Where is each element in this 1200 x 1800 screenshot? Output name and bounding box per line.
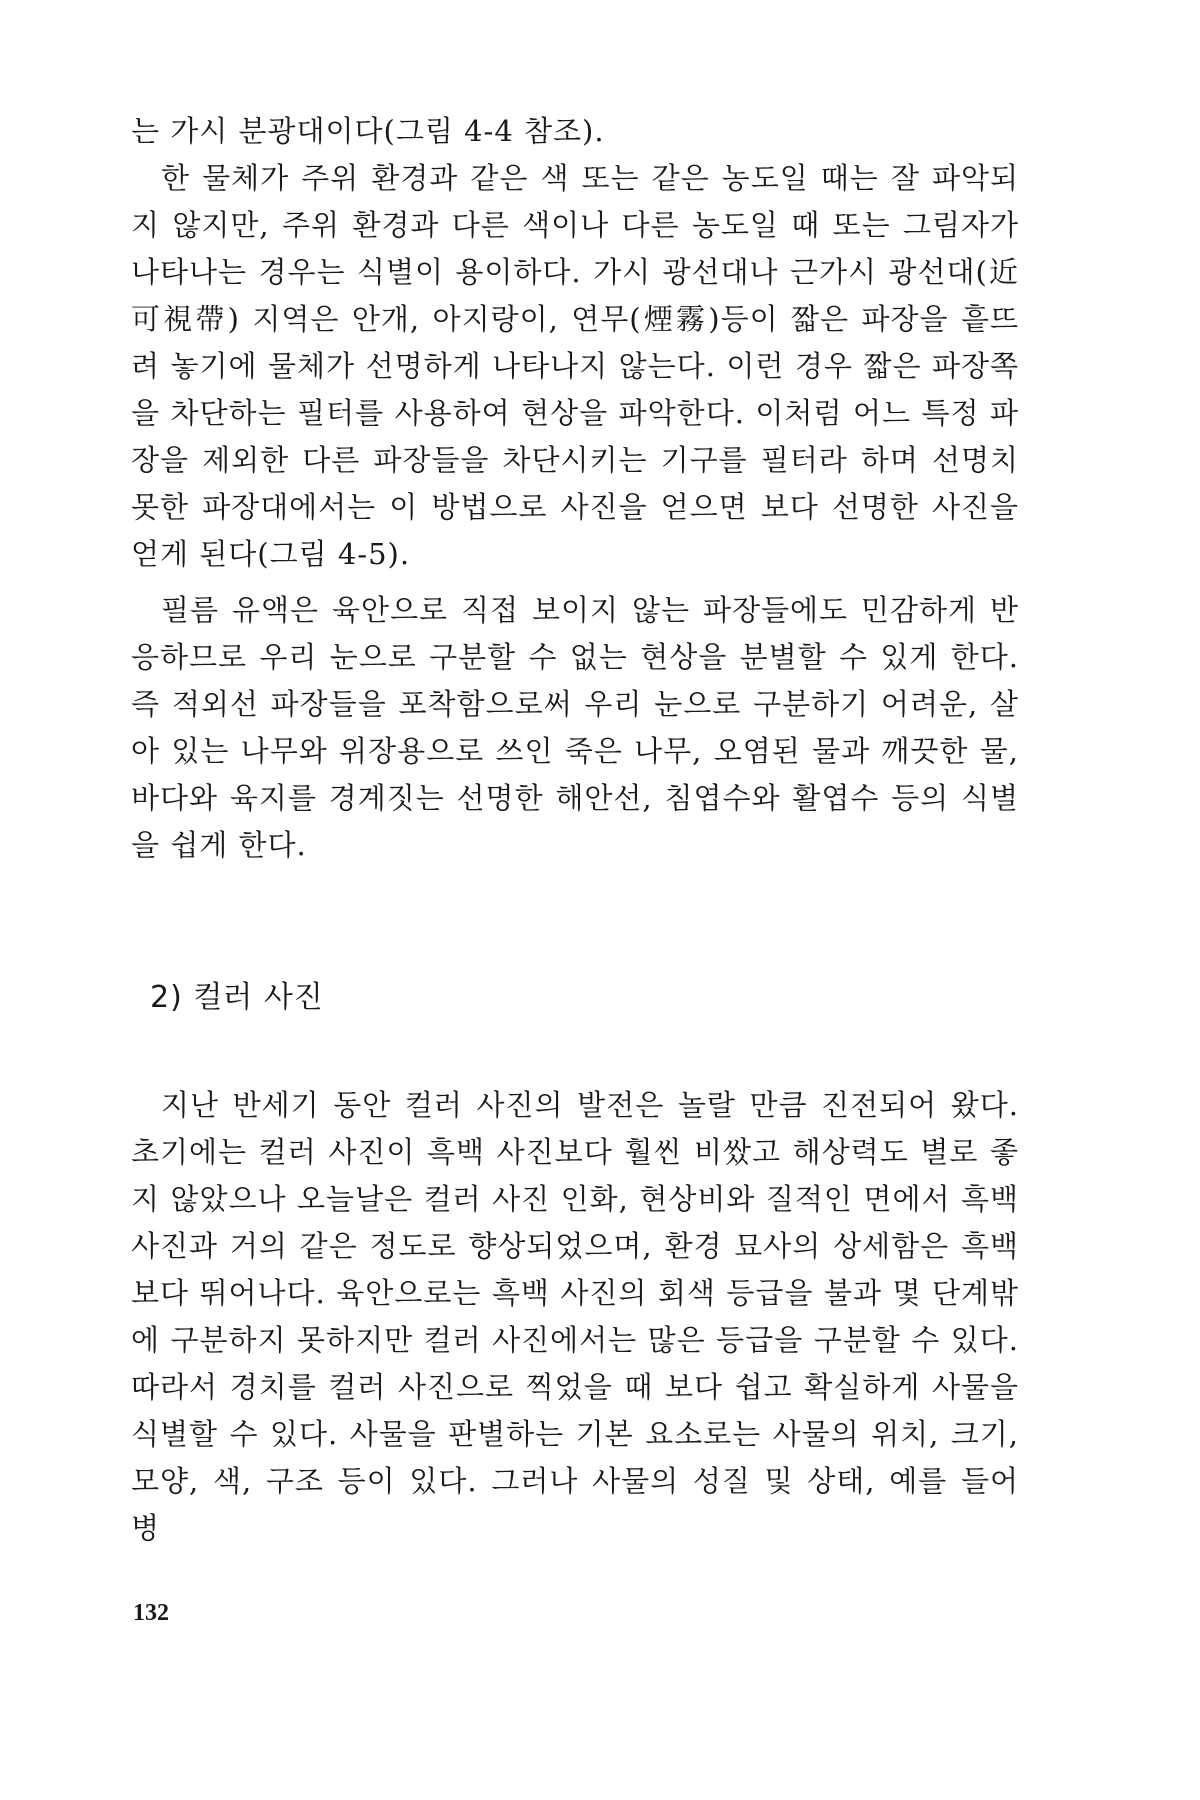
body-text-block-2: [131, 1082, 1019, 1561]
section-heading: 2) 컬러 사진: [150, 980, 324, 1015]
paragraph-color-photography: 지난 반세기 동안 컬러 사진의 발전은 놀랄 만큼 진전되어 왔다. 초기에는 컬러 사진이 흑백 사진보다 훨씬 비쌌고 해상력도 별로 좋지 않았으나 오늘날은 컬러 사진 인화, 현상비와 질적인 면에서 흑백 사진과 거의 같은 정도로 향상되었으며, 환경 묘사의 상세함은 흑백보다 뛰어나다. 육안으로는 흑백 사진의 회색 등급을 불과 몇 단계밖에 구분하지 못하지만 컬러 사진에서는 많은 등급을 구분할 수 있다. 따라서 경치를 컬러 사진으로 찍었을 때 보다 쉽고 확실하게 사물을 식별할 수 있다. 사물을 판별하는 기본 요소로는 사물의 위치, 크기, 모양, 색, 구조 등이 있다. 그러나 사물의 성질 및 상태, 예를 들어 병: [131, 1088, 1019, 1545]
paragraph-object-identification: 한 물체가 주위 환경과 같은 색 또는 같은 농도일 때는 잘 파악되지 않지만, 주위 환경과 다른 색이나 다른 농도일 때 또는 그림자가 나타나는 경우는 식별이 용이하다. 가시 광선대나 근가시 광선대(近可視帶) 지역은 안개, 아지랑이, 연무(煙霧)등이 짧은 파장을 흩뜨려 놓기에 물체가 선명하게 나타나지 않는다. 이런 경우 짧은 파장쪽을 차단하는 필터를 사용하여 현상을 파악한다. 이처럼 어느 특정 파장을 제외한 다른 파장들을 차단시키는 기구를 필터라 하며 선명치 못한 파장대에서는 이 방법으로 사진을 얻으면 보다 선명한 사진을 얻게 된다(그림 4-5).: [131, 161, 1019, 571]
page-number: 132: [133, 1600, 169, 1626]
continued-paragraph: 는 가시 분광대이다(그림 4-4 참조).: [131, 114, 605, 148]
body-text-block-1: [131, 155, 1019, 878]
paragraph-film-emulsion: 필름 유액은 육안으로 직접 보이지 않는 파장들에도 민감하게 반응하므로 우리 눈으로 구분할 수 없는 현상을 분별할 수 있게 한다. 즉 적외선 파장들을 포착함으로써 우리 눈으로 구분하기 어려운, 살아 있는 나무와 위장용으로 쓰인 죽은 나무, 오염된 물과 깨끗한 물, 바다와 육지를 경계짓는 선명한 해안선, 침엽수와 활엽수 등의 식별을 쉽게 한다.: [131, 593, 1019, 862]
